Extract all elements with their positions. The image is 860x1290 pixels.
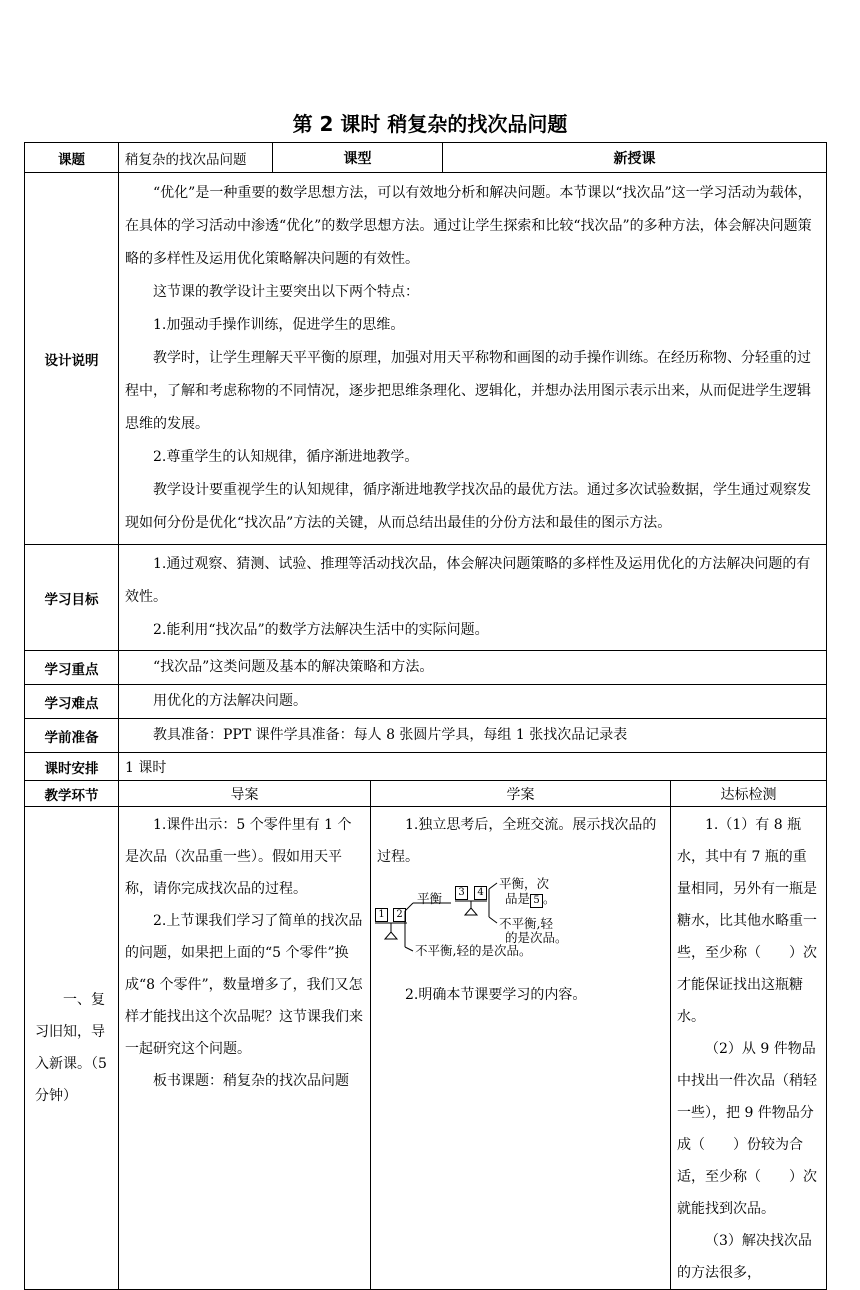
diagram-result-text: 品是: [505, 891, 531, 906]
check-content: [671, 807, 827, 1290]
check-para: 1.（1）有 8 瓶水，其中有 7 瓶的重量相同，另外有一瓶是糖水，比其他水略重一些，至少称（ ）次才能保证找出这瓶糖水。: [677, 817, 817, 1025]
row-course: [25, 143, 827, 173]
study-para: 1.独立思考后，全班交流。展示找次品的过程。: [377, 817, 657, 865]
row-stage-header: [25, 781, 827, 807]
guide-para: 1.课件出示：5 个零件里有 1 个是次品（次品重一些）。假如用天平称，请你完成找次品的过程。: [125, 817, 352, 897]
diagram-unbalance-2b: 的是次品。: [505, 930, 568, 945]
label-stage: 教学环节: [25, 781, 119, 807]
guide-content: [119, 807, 371, 1290]
diagram-unbalance-2a: 不平衡,轻: [499, 916, 553, 931]
prep-text: 教具准备：PPT 课件学具准备：每人 8 张圆片学具，每组 1 张找次品记录表: [153, 727, 628, 743]
check-para: （3）解决找次品的方法很多，: [677, 1233, 812, 1281]
row-stage-1: [25, 807, 827, 1290]
course-name: 稍复杂的找次品问题: [119, 143, 273, 173]
guide-para: 2.上节课我们学习了简单的找次品的问题，如果把上面的“5 个零件”换成“8 个零件”，数量增多了，我们又怎样才能找出这个次品呢？这节课我们来一起研究这个问题。: [125, 913, 363, 1057]
row-prep: [25, 719, 827, 753]
design-para: 教学设计要重视学生的认知规律，循序渐进地教学找次品的最优方法。通过多次试验数据，学生通过观察发现如何分份是优化“找次品”方法的关键，从而总结出最佳的分份方法和最佳的图示方法。: [125, 482, 811, 531]
label-hours: 课时安排: [25, 753, 119, 781]
row-key: [25, 651, 827, 685]
guide-para: 板书课题：稍复杂的找次品问题: [153, 1073, 349, 1089]
design-content: [119, 173, 827, 545]
goals-content: [119, 545, 827, 651]
balance-diagram: [371, 877, 670, 977]
row-design: [25, 173, 827, 545]
label-study: 学案: [371, 781, 671, 807]
label-guide: 导案: [119, 781, 371, 807]
diagram-balance-2: 平衡，次: [499, 876, 550, 891]
stage-1-label: 一、复习旧知，导入新课。（5 分钟）: [25, 807, 119, 1290]
key-text: “找次品”这类问题及基本的解决策略和方法。: [153, 659, 434, 675]
check-para: （2）从 9 件物品中找出一件次品（稍轻一些），把 9 件物品分成（ ）份较为合适，至少称（ ）次就能找到次品。: [677, 1041, 817, 1217]
label-key: 学习重点: [25, 651, 119, 685]
course-type: 新授课: [443, 143, 827, 173]
diagram-unbalance-1: 不平衡,轻的是次品。: [415, 943, 532, 958]
row-goals: [25, 545, 827, 651]
label-goals: 学习目标: [25, 545, 119, 651]
design-para: “优化”是一种重要的数学思想方法，可以有效地分析和解决问题。本节课以“找次品”这一学习活动为载体，在具体的学习活动中渗透“优化”的数学思想方法。通过让学生探索和比较“找次品”的多种方法，体会解决问题策略的多样性及运用优化策略解决问题的有效性。: [125, 185, 812, 267]
design-para: 教学时，让学生理解天平平衡的原理，加强对用天平称物和画图的动手操作训练。在经历称物、分轻重的过程中，了解和考虑称物的不同情况，逐步把思维条理化、逻辑化，并想办法用图示表示出来，从而促进学生逻辑思维的发展。: [125, 350, 811, 432]
diagram-box-2: 2: [393, 908, 406, 922]
goal-item: 1.通过观察、猜测、试验、推理等活动找次品，体会解决问题策略的多样性及运用优化的方法解决问题的有效性。: [125, 556, 811, 605]
lesson-plan-table: [24, 142, 827, 1290]
goal-item: 2.能利用“找次品”的数学方法解决生活中的实际问题。: [153, 622, 489, 638]
row-difficulty: [25, 685, 827, 719]
label-type: 课型: [273, 143, 443, 173]
diagram-box-4: 4: [474, 886, 487, 900]
diagram-box-5: 5: [530, 894, 543, 908]
label-design: 设计说明: [25, 173, 119, 545]
label-difficulty: 学习难点: [25, 685, 119, 719]
diagram-box-3: 3: [455, 886, 468, 900]
row-hours: [25, 753, 827, 781]
difficulty-text: 用优化的方法解决问题。: [153, 693, 307, 709]
diagram-result-end: 。: [543, 891, 556, 906]
design-para: 2.尊重学生的认知规律，循序渐进地教学。: [153, 449, 419, 465]
study-para: 2.明确本节课要学习的内容。: [405, 987, 587, 1003]
study-content: [371, 807, 671, 1290]
design-para: 这节课的教学设计主要突出以下两个特点：: [153, 284, 419, 300]
diagram-balance-1: 平衡: [417, 891, 443, 906]
design-para: 1.加强动手操作训练，促进学生的思维。: [153, 317, 405, 333]
hours-text: 1 课时: [119, 753, 827, 781]
diagram-result-label: [505, 892, 556, 908]
label-check: 达标检测: [671, 781, 827, 807]
label-course: 课题: [25, 143, 119, 173]
diagram-box-1: 1: [375, 908, 388, 922]
page-title: 第 2 课时 稍复杂的找次品问题: [292, 112, 568, 136]
label-prep: 学前准备: [25, 719, 119, 753]
